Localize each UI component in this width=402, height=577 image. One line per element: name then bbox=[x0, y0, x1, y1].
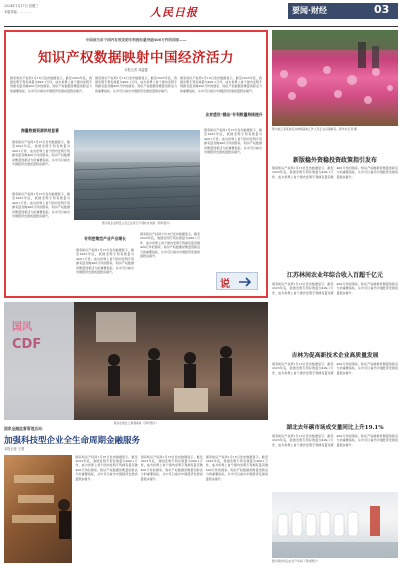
page-number: 03 bbox=[374, 3, 390, 16]
lead-right-column: 国家知识产权局1月16日发布数据显示，截至2023年底，我国发明专利有效量为499.1万件，成为世界上首个国内发明专利拥有量突破400万件的国家。知识产权数据是衡量创新活力的重要指标，从中可以看出中国经济发展质量稳步提升。 bbox=[204, 128, 262, 155]
flower-field-image bbox=[272, 30, 398, 126]
finance-title: 加强科技型企业全生命周期金融服务 bbox=[4, 436, 141, 446]
section-title: 要闻·财经 bbox=[292, 6, 328, 15]
lead-middle-column-2: 国家知识产权局1月16日发布数据显示，截至2023年底，我国发明专利有效量为499.1万件，成为世界上首个国内发明专利拥有量突破400万件的国家。知识产权数据是衡量创新活力的重要指标，从中可以看出中国经济发展质量稳步提升。 bbox=[140, 232, 200, 259]
right-text-2: 国家知识产权局1月16日发布数据显示，截至2023年底，我国发明专利有效量为499.1万件，成为世界上首个国内发明专利拥有量突破400万件的国家。知识产权数据是衡量创新活力的重要指标，从中可以看出中国经济发展质量稳步提升。 bbox=[272, 282, 398, 295]
lead-article bbox=[4, 30, 268, 298]
finance-text-1: 国家知识产权局1月16日发布数据显示，截至2023年底，我国发明专利有效量为499.1万件，成为世界上首个国内发明专利拥有量突破400万件的国家。知识产权数据是衡量创新活力的重要指标，从中可以看出中国经济发展质量稳步提升。 bbox=[75, 454, 138, 481]
right-text-4: 国家知识产权局1月16日发布数据显示，截至2023年底，我国发明专利有效量为499.1万件，成为世界上首个国内发明专利拥有量突破400万件的国家。知识产权数据是衡量创新活力的重要指标，从中可以看出中国经济发展质量稳步提升。 bbox=[272, 434, 398, 447]
lead-subheading-left-text: 海量数据资源供给显著 bbox=[21, 128, 59, 133]
lead-intro-text-2: 国家知识产权局1月16日发布数据显示，截至2023年底，我国发明专利有效量为499.1万件，成为世界上首个国内发明专利拥有量突破400万件的国家。知识产权数据是衡量创新活力的重要指标，从中可以看出中国经济发展质量稳步提升。 bbox=[95, 75, 177, 93]
lead-intro-text-3: 国家知识产权局1月16日发布数据显示，截至2023年底，我国发明专利有效量为499.1万件，成为世界上首个国内发明专利拥有量突破400万件的国家。知识产权数据是衡量创新活力的重要指标，从中可以看出中国经济发展质量稳步提升。 bbox=[180, 75, 262, 93]
right-text-3: 国家知识产权局1月16日发布数据显示，截至2023年底，我国发明专利有效量为499.1万件，成为世界上首个国内发明专利拥有量突破400万件的国家。知识产权数据是衡量创新活力的重要指标，从中可以看出中国经济发展质量稳步提升。 bbox=[272, 362, 398, 375]
svg-text:国风: 国风 bbox=[12, 322, 32, 333]
lead-title: 知识产权数据映射中国经济活力 bbox=[38, 50, 234, 66]
flower-photo bbox=[272, 30, 398, 126]
right-headline-2: 江苏林间农业年综合收入百超千亿元 bbox=[286, 272, 383, 279]
finance-kicker: 国家金融监督管理总局： bbox=[4, 426, 46, 431]
right-headline-1: 新版稳外资稳投资政策指引发布 bbox=[292, 157, 377, 164]
finance-text-3: 国家知识产权局1月16日发布数据显示，截至2023年底，我国发明专利有效量为499.1万件，成为世界上首个国内发明专利拥有量突破400万件的国家。知识产权数据是衡量创新活力的重要指标，从中可以看出中国经济发展质量稳步提升。 bbox=[205, 454, 268, 481]
finance-photo bbox=[4, 455, 72, 563]
finance-byline: 本报记者 王观 bbox=[4, 447, 25, 451]
factory-photo bbox=[272, 492, 398, 558]
lead-middle-column-1: 国家知识产权局1月16日发布数据显示，截至2023年底，我国发明专利有效量为499.1万件，成为世界上首个国内发明专利拥有量突破400万件的国家。知识产权数据是衡量创新活力的重要指标，从中可以看出中国经济发展质量稳步提升。 bbox=[76, 248, 134, 275]
textile-spools-image bbox=[272, 492, 398, 558]
svg-text:CDF: CDF bbox=[12, 337, 42, 352]
lead-sidebar-heading-1: 业界盛世"精品"专利数量持续提升 bbox=[205, 112, 263, 117]
masthead-rule bbox=[4, 26, 398, 27]
lead-intro-columns bbox=[10, 76, 262, 104]
exhibition-crowd-image bbox=[4, 302, 268, 420]
factory-workers-image bbox=[4, 455, 72, 563]
right-column bbox=[272, 30, 400, 575]
lead-left-column-b: 国家知识产权局1月16日发布数据显示，截至2023年底，我国发明专利有效量为499.1万件，成为世界上首个国内发明专利拥有量突破400万件的国家。知识产权数据是衡量创新活力的重要指标，从中可以看出中国经济发展质量稳步提升。 bbox=[12, 192, 70, 219]
arrow-icon bbox=[239, 277, 255, 287]
comment-graphic-label: 说 bbox=[220, 279, 230, 290]
masthead-logo: 人民日报 bbox=[150, 6, 198, 19]
right-text-1: 国家知识产权局1月16日发布数据显示，截至2023年底，我国发明专利有效量为499.1万件，成为世界上首个国内发明专利拥有量突破400万件的国家。知识产权数据是衡量创新活力的重要指标，从中可以看出中国经济发展质量稳步提升。 bbox=[272, 166, 398, 179]
exhibition-caption: 观众在展会上参观体验（资料图片） bbox=[113, 421, 159, 425]
masthead bbox=[0, 0, 402, 28]
lead-photo-caption: 图为某企业研发人员正在进行专利技术试验（资料图片） bbox=[102, 221, 172, 225]
lead-left-column: 国家知识产权局1月16日发布数据显示，截至2023年底，我国发明专利有效量为499.1万件，成为世界上首个国内发明专利拥有量突破400万件的国家。知识产权数据是衡量创新活力的重要指标，从中可以看出中国经济发展质量稳步提升。 bbox=[12, 140, 70, 167]
comment-graphic bbox=[216, 272, 258, 290]
lead-intro-text: 国家知识产权局1月16日发布数据显示，截至2023年底，我国发明专利有效量为499.1万件，成为世界上首个国内发明专利拥有量突破400万件的国家。知识产权数据是衡量创新活力的重要指标，从中可以看出中国经济发展质量稳步提升。 bbox=[10, 75, 92, 93]
solar-panels-image bbox=[74, 130, 200, 220]
factory-photo-caption: 图为某纺织企业生产车间（资料图片） bbox=[272, 559, 320, 563]
lead-sidebar-heading-2: 专利密集型产业产出增长 bbox=[84, 236, 126, 241]
right-headline-4: 湖北去年碳市场成交量同比上升19.1% bbox=[286, 425, 384, 431]
finance-article bbox=[4, 426, 268, 574]
lead-photo bbox=[74, 130, 200, 220]
lead-byline: 本报记者 刘温馨 bbox=[124, 68, 148, 72]
finance-text-2: 国家知识产权局1月16日发布数据显示，截至2023年底，我国发明专利有效量为499.1万件，成为世界上首个国内发明专利拥有量突破400万件的国家。知识产权数据是衡量创新活力的重要指标，从中可以看出中国经济发展质量稳步提升。 bbox=[140, 454, 203, 481]
masthead-editors: 本版责编：… … … bbox=[4, 10, 32, 14]
lead-subheading-left bbox=[12, 128, 68, 133]
masthead-date: 2024年1月17日 星期三 bbox=[4, 4, 39, 8]
right-headline-3: 吉林为促高新技术企业高质量发展 bbox=[291, 353, 379, 359]
lead-kicker: 中国成为首个国内有效发明专利拥有量突破400万件的国家—— bbox=[85, 38, 187, 42]
finance-columns bbox=[4, 455, 268, 563]
flower-photo-caption: 图为浙江省某地花卉种植基地工作人员正在采摘鲜花。新华社记者 摄 bbox=[272, 127, 357, 131]
exhibition-photo bbox=[4, 302, 268, 420]
